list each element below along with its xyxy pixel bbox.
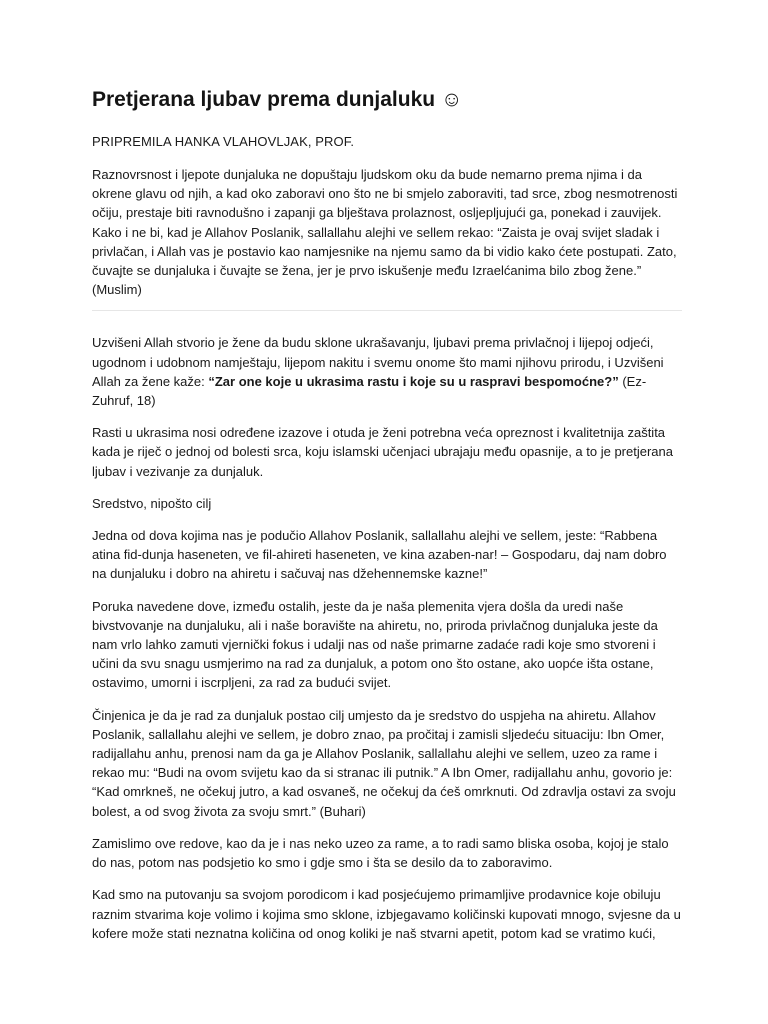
article-byline: PRIPREMILA HANKA VLAHOVLJAK, PROF.: [92, 134, 355, 149]
article: [92, 86, 682, 956]
paragraph-2: Rasti u ukrasima nosi određene izazove i otuda je ženi potrebna veća opreznost i kvalitetnija zaštita kada je riječ o jednoj od bolesti srca, koju islamski učenjaci ubrajaju među opasnije, a to je pretjerana ljubav i vezivanje za dunjaluk.: [92, 425, 673, 479]
section-divider: [92, 310, 682, 311]
quran-quote: “Zar one koje u ukrasima rastu i koje su u raspravi bespomoćne?”: [208, 373, 619, 389]
paragraph-1-text: Uzvišeni Allah stvorio je žene da budu sklone ukrašavanju, ljubavi prema privlačnoj i lijepoj odjeći, ugodnom i udobnom namještaju, lijepom nakitu i svemu onome što mami njihovu prirodu, i Uzvišeni Allah za žene kaže:: [92, 335, 664, 389]
quran-reference: (Ez-Zuhruf, 18): [92, 373, 647, 409]
section-subheading: Sredstvo, nipošto cilj: [92, 495, 212, 511]
paragraph-5: Činjenica je da je rad za dunjaluk postao cilj umjesto da je sredstvo do uspjeha na ahiretu. Allahov Poslanik, sallallahu alejhi ve sellem, je dobro znao, pa pročitaj i zamisli sljedeću situaciju: Ibn Omer, radijallahu anhu, prenosi nam da ga je Allahov Poslanik, sallallahu alejhi ve sellem, uzeo za rame i rekao mu: “Budi na ovom svijetu kao da si stranac ili putnik.” A Ibn Omer, radijallahu anhu, govorio je: “Kad omrkneš, ne očekuj jutro, a kad osvaneš, ne očekuj da ćeš omrknuti. Od zdravlja ostavi za svoju bolest, a od svog života za svoju smrt.” (Buhari): [92, 707, 676, 819]
intro-paragraph: Raznovrsnost i ljepote dunjaluka ne dopuštaju ljudskom oku da bude nemarno prema njima i da okrene glavu od njih, a kad oko zaboravi ono što ne bi smjelo zaboraviti, tad srce, zbog nesmotrenosti očiju, prestaje biti ravnodušno i zapanji ga blještava prolaznost, osljepljujući ga, ponekad i zauvijek. Kako i ne bi, kad je Allahov Poslanik, sallallahu alejhi ve sellem rekao: “Zaista je ovaj svijet sladak i privlačan, i Allah vas je postavio kao namjesnike na njemu samo da bi vidio kako ćete postupati. Zato, čuvajte se dunjaluka i čuvajte se žena, jer je prvo iskušenje među Izraelćanima bilo zbog žene.” (Muslim): [92, 167, 678, 298]
paragraph-3: Jedna od dova kojima nas je podučio Allahov Poslanik, sallallahu alejhi ve sellem, jeste: “Rabbena atina fid-dunja haseneten, ve fil-ahireti haseneten, ve kina azaben-nar! – Gospodaru, daj nam dobro na dunjaluku i dobro na ahiretu i sačuvaj nas džehennemske kazne!”: [92, 528, 667, 582]
article-title: Pretjerana ljubav prema dunjaluku ☺: [92, 88, 463, 111]
paragraph-1: [92, 333, 682, 410]
paragraph-7: Kad smo na putovanju sa svojom porodicom i kad posjećujemo primamljive prodavnice koje obiluju raznim stvarima koje volimo i kojima smo sklone, izbjegavamo količinski kupovati mnogo, svjesne da u kofere može stati neznatna količina od onog koliki je naš stvarni apetit, potom kad se vratimo kući,: [92, 887, 681, 941]
paragraph-6: Zamislimo ove redove, kao da je i nas neko uzeo za rame, a to radi samo bliska osoba, kojoj je stalo do nas, potom nas podsjetio ko smo i gdje smo i šta se desilo da to zaboravimo.: [92, 835, 669, 871]
paragraph-4: Poruka navedene dove, između ostalih, jeste da je naša plemenita vjera došla da uredi naše bivstvovanje na dunjaluku, ali i naše boravište na ahiretu, no, priroda privlačnog dunjaluka jeste da nam vrlo lahko zamuti vjernički fokus i udalji nas od naše primarne zadaće radi koje smo stvoreni i učini da svu snagu usmjerimo na rad za dunjaluk, a potom ono što ostane, ako uopće išta ostane, ostavimo, umorni i iscrpljeni, za rad za budući svijet.: [92, 598, 658, 691]
